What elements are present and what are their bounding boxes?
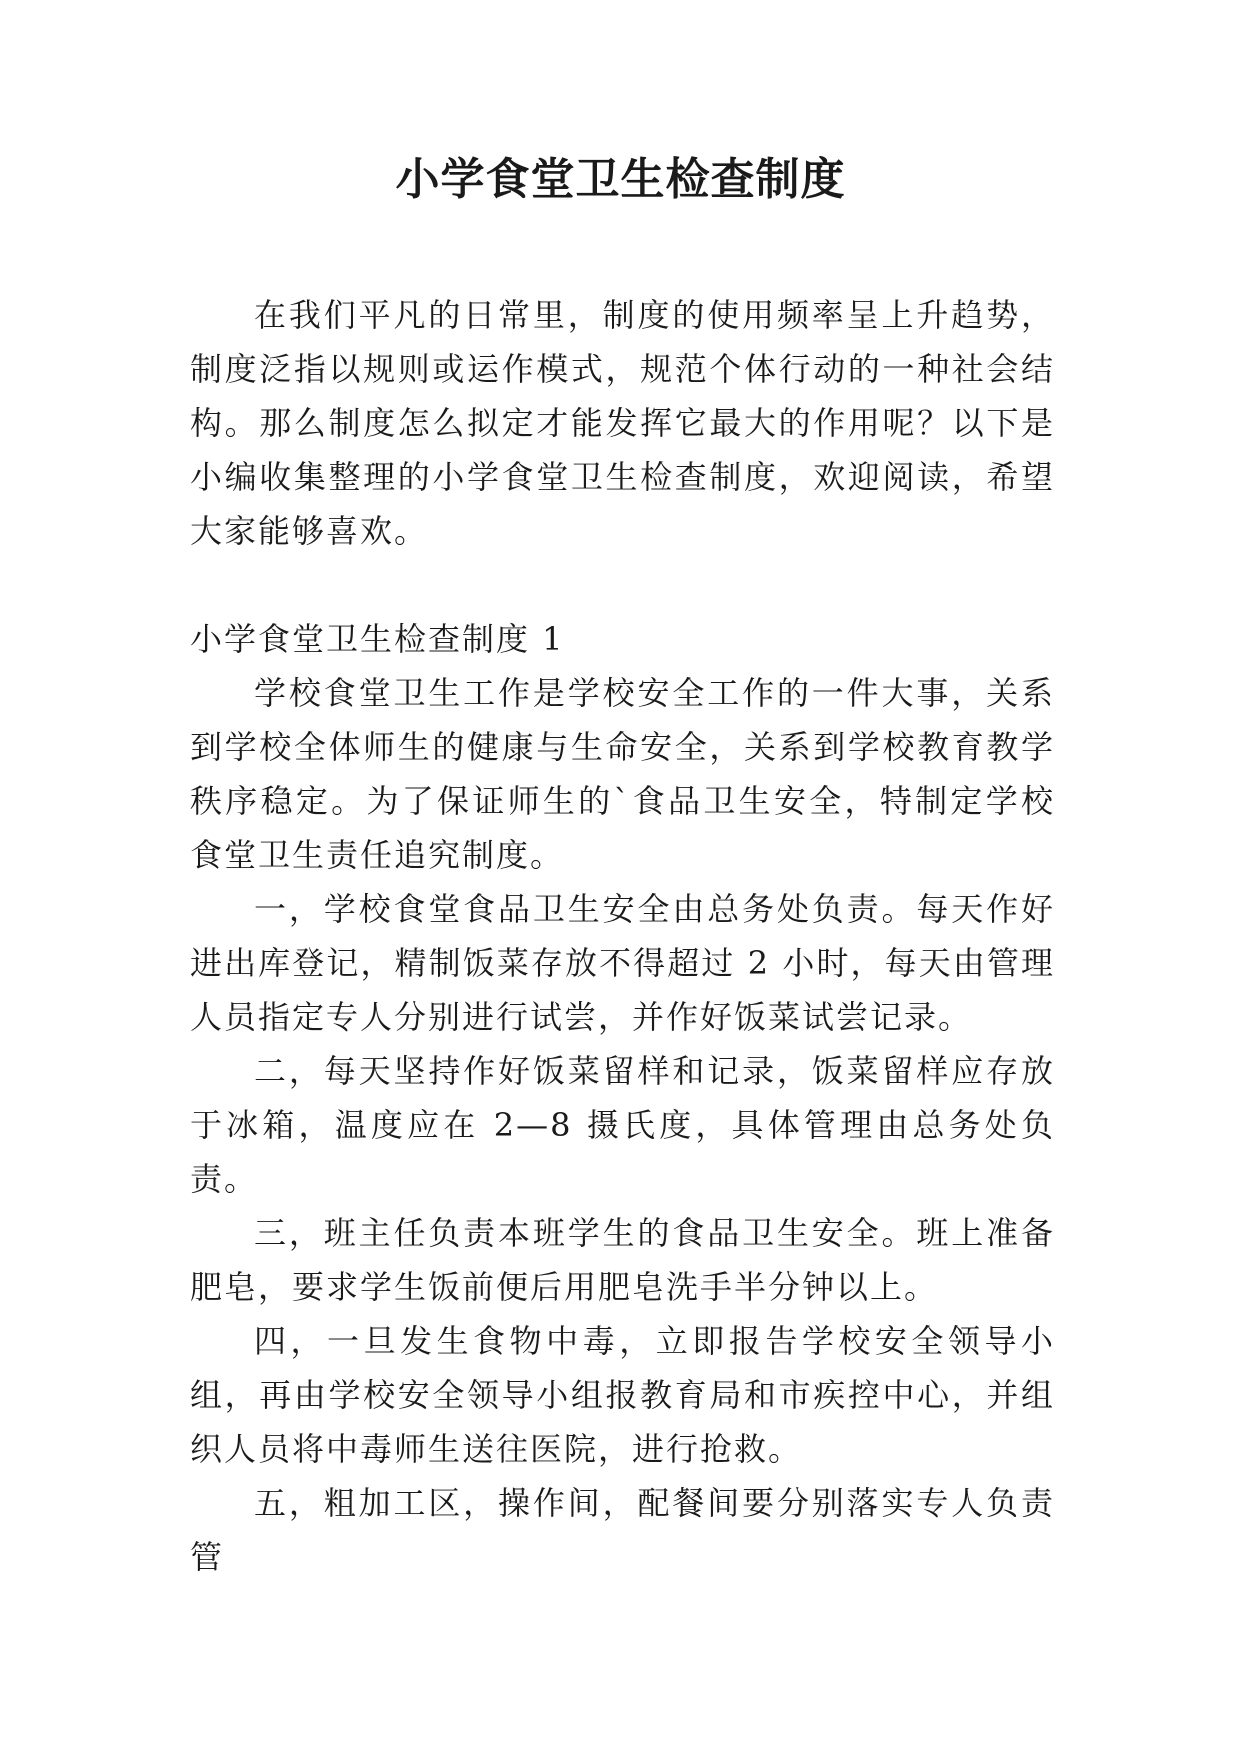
- rule-paragraph-4: 四，一旦发生食物中毒，立即报告学校安全领导小组，再由学校安全领导小组报教育局和市疾控中心，并组织人员将中毒师生送往医院，进行抢救。: [190, 1322, 1055, 1468]
- intro-paragraph: 在我们平凡的日常里，制度的使用频率呈上升趋势，制度泛指以规则或运作模式，规范个体行动的一种社会结构。那么制度怎么拟定才能发挥它最大的作用呢？以下是小编收集整理的小学食堂卫生检查制度，欢迎阅读，希望大家能够喜欢。: [190, 296, 1055, 550]
- rule-paragraph-3: 三，班主任负责本班学生的食品卫生安全。班上准备肥皂，要求学生饭前便后用肥皂洗手半分钟以上。: [190, 1214, 1055, 1306]
- section-heading: 小学食堂卫生检查制度 1: [190, 620, 565, 658]
- rule-paragraph-1: 一，学校食堂食品卫生安全由总务处负责。每天作好进出库登记，精制饭菜存放不得超过 2 小时，每天由管理人员指定专人分别进行试尝，并作好饭菜试尝记录。: [190, 890, 1055, 1036]
- rule-paragraph-2: 二，每天坚持作好饭菜留样和记录，饭菜留样应存放于冰箱，温度应在 2—8 摄氏度，具体管理由总务处负责。: [190, 1052, 1055, 1198]
- document-title: 小学食堂卫生检查制度: [395, 154, 846, 205]
- body-paragraph: 学校食堂卫生工作是学校安全工作的一件大事，关系到学校全体师生的健康与生命安全，关系到学校教育教学秩序稳定。为了保证师生的`食品卫生安全，特制定学校食堂卫生责任追究制度。: [190, 674, 1055, 874]
- document-body: [190, 288, 1055, 1584]
- rule-paragraph-5: 五，粗加工区，操作间，配餐间要分别落实专人负责管: [190, 1484, 1055, 1576]
